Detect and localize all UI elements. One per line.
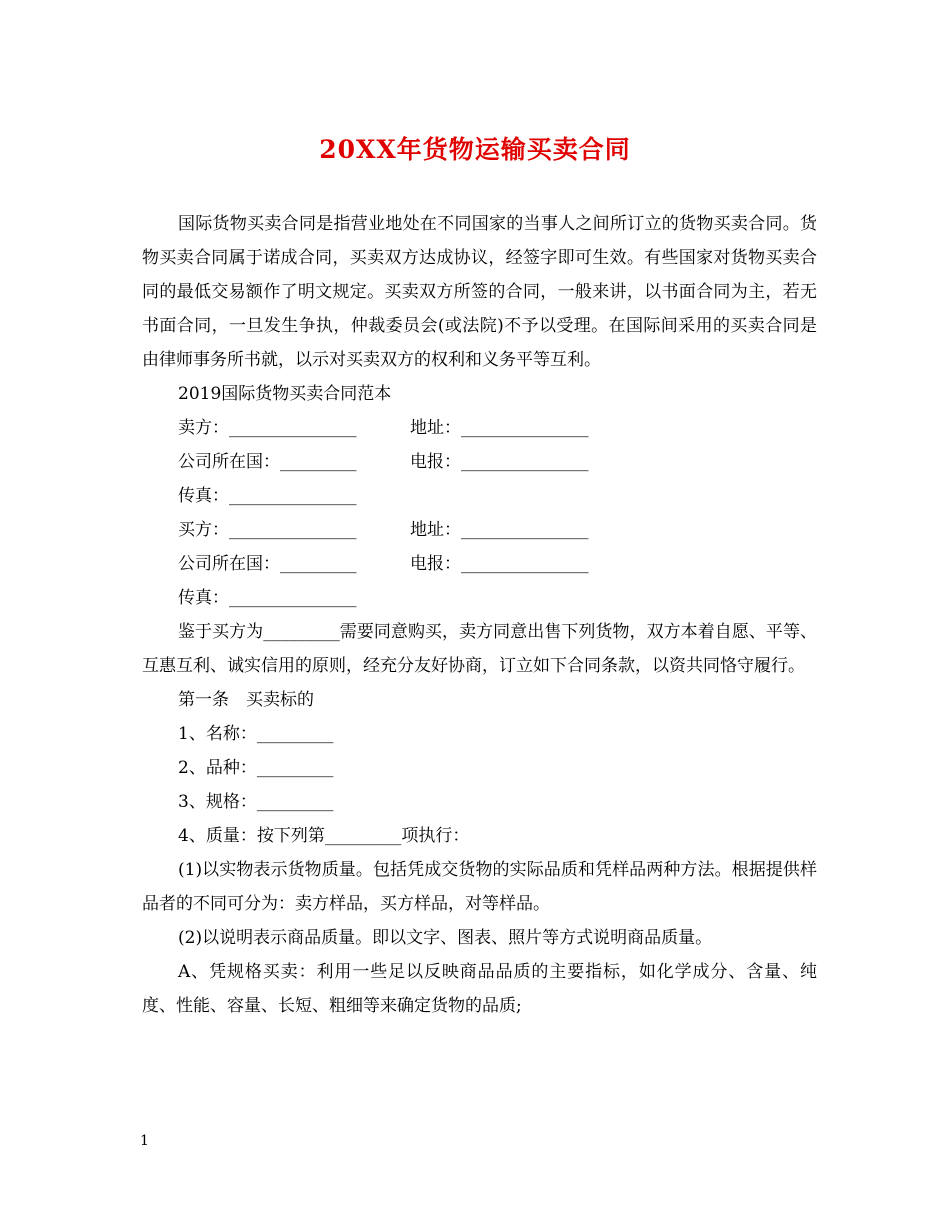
seller-row-1 — [142, 411, 817, 445]
document-body — [142, 207, 817, 1023]
preamble-paragraph: 鉴于买方为_________需要同意购买，卖方同意出售下列货物，双方本着自愿、平等、互惠互利、诚实信用的原则，经充分友好协商，订立如下合同条款，以资共同恪守履行。 — [142, 622, 817, 676]
buyer-telegraph: 电报：_______________ — [410, 554, 589, 574]
buyer-address: 地址：_______________ — [410, 520, 589, 540]
item-spec: 3、规格：_________ — [178, 792, 334, 812]
buyer-row-3 — [142, 581, 817, 615]
quality-method-2: (2)以说明表示商品质量。即以文字、图表、照片等方式说明商品质量。 — [178, 928, 713, 948]
item-quality: 4、质量：按下列第_________项执行： — [178, 826, 470, 846]
page-title: 20XX年货物运输买卖合同 — [319, 135, 631, 164]
buyer-row-1 — [142, 513, 817, 547]
seller-address: 地址：_______________ — [410, 418, 589, 438]
page-number: 1 — [140, 1133, 149, 1149]
buyer-label: 买方：_______________ — [178, 520, 357, 540]
contract-subtitle: 2019国际货物买卖合同范本 — [178, 384, 392, 404]
buyer-row-2 — [142, 547, 817, 581]
seller-telegraph: 电报：_______________ — [410, 452, 589, 472]
seller-fax: 传真：_______________ — [178, 486, 357, 506]
article-1-heading: 第一条 买卖标的 — [178, 690, 314, 710]
item-name: 1、名称：_________ — [178, 724, 334, 744]
intro-paragraph: 国际货物买卖合同是指营业地处在不同国家的当事人之间所订立的货物买卖合同。货物买卖合同属于诺成合同，买卖双方达成协议，经签字即可生效。有些国家对货物买卖合同的最低交易额作了明文规定。买卖双方所签的合同，一般来讲，以书面合同为主，若无书面合同，一旦发生争执，仲裁委员会(或法院)不予以受理。在国际间采用的买卖合同是由律师事务所书就，以示对买卖双方的权利和义务平等互利。 — [142, 214, 817, 370]
buyer-fax: 传真：_______________ — [178, 588, 357, 608]
seller-label: 卖方：_______________ — [178, 418, 357, 438]
seller-country: 公司所在国：_________ — [178, 452, 357, 472]
buyer-country: 公司所在国：_________ — [178, 554, 357, 574]
seller-row-3 — [142, 479, 817, 513]
seller-row-2 — [142, 445, 817, 479]
item-variety: 2、品种：_________ — [178, 758, 334, 778]
quality-method-1: (1)以实物表示货物质量。包括凭成交货物的实际品质和凭样品两种方法。根据提供样品者的不同可分为：卖方样品，买方样品，对等样品。 — [142, 860, 817, 914]
quality-method-a: A、凭规格买卖：利用一些足以反映商品品质的主要指标，如化学成分、含量、纯度、性能、容量、长短、粗细等来确定货物的品质; — [142, 962, 817, 1016]
